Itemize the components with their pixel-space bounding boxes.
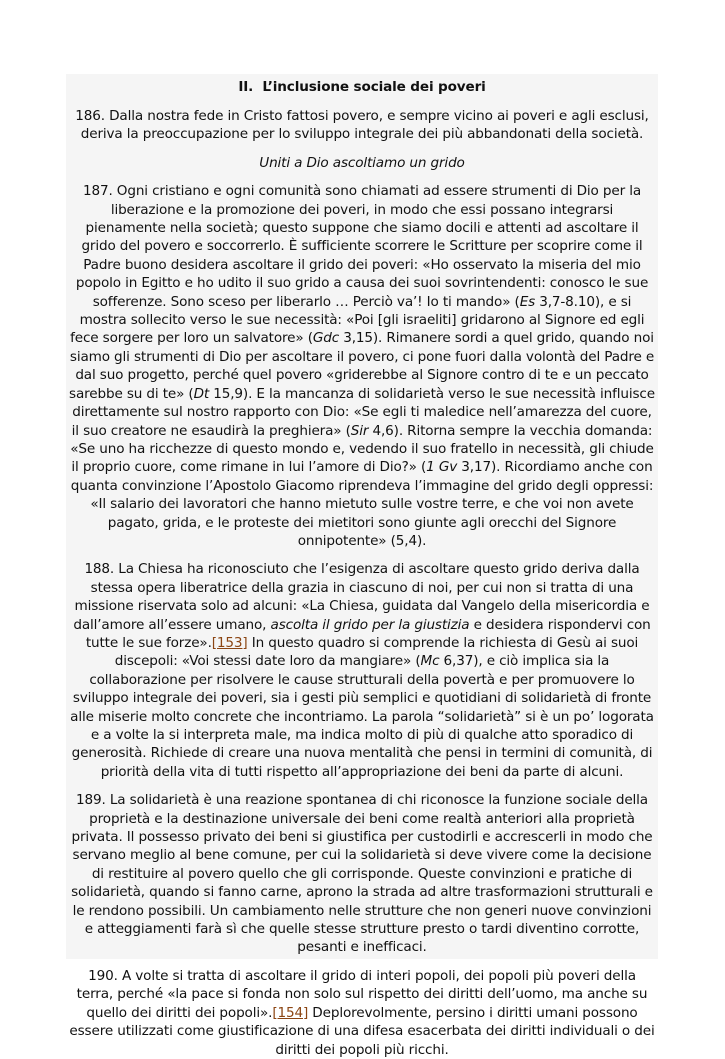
text-run: 4,6). Ritorna sempre la vecchia domanda: «Se uno ha ricchezze di questo mondo e, vedendo il suo fratello in necessità, gli chiude il proprio cuore, come rimane in lui l’amore di Dio?» ( [70,422,654,476]
text-run: 190. A volte si tratta di ascoltare il grido di interi popoli, dei popoli più poveri della terra, perché «la pace si fonda non solo sul rispetto dei diritti dell’uomo, ma anche su quello dei diritti dei popoli». [76,967,648,1021]
scripture-ref: Gdc [312,330,340,347]
scripture-ref: Sir [350,422,369,439]
scripture-ref: Mc [420,653,440,670]
text-run: e desidera rispondervi con tutte le sue forze». [85,616,651,651]
document-content [66,74,658,1059]
footnote-link-154[interactable]: [154] [272,1004,309,1021]
text-run: 187. Ogni cristiano e ogni comunità sono chiamati ad essere strumenti di Dio per la liberazione e la promozione dei poveri, in modo che essi possano integrarsi pienamente nella società; questo suppone che siamo docili e attenti ad ascoltare il grido del povero e soccorrerlo. È sufficiente scorrere le Scritture per scoprire come il Padre buono desidera ascoltare il grido dei poveri: «Ho osservato la miseria del mio popolo in Egitto e ho udito il suo grido a causa dei suoi sovrintendenti: conosco le sue sofferenze. Sono sceso per liberarlo … Perciò va’! Io ti mando» ( [75,183,649,310]
text-run: Deplorevolmente, persino i diritti umani possono essere utilizzati come giustificazione di una difesa esacerbata dei diritti individuali o dei diritti dei popoli più ricchi. [69,1004,655,1058]
emphasis: ascolta il grido per la giustizia [270,616,470,633]
section-number: II. [238,79,254,95]
subheading: Uniti a Dio ascoltiamo un grido [259,154,465,171]
text-run: 3,15). Rimanere sordi a quel grido, quando noi siamo gli strumenti di Dio per ascoltare il povero, ci pone fuori dalla volontà del Padre e dal suo progetto, perché quel povero «griderebbe al Signore contro di te e un peccato sarebbe su di te» ( [69,330,655,402]
paragraph-190 [69,967,655,1059]
text-run: 3,17). Ricordiamo anche con quanta convinzione l’Apostolo Giacomo riprendeva l’immagine del grido degli oppressi: «Il salario dei lavoratori che hanno mietuto sulle vostre terre, e che voi non avete pagato, grida, e le proteste dei mietitori sono giunte agli orecchi del Signore onnipotente» (5,4). [70,459,654,549]
text-run: 3,7-8.10), e si mostra sollecito verso le sue necessità: «Poi [gli israeliti] gridarono al Signore ed egli fece sorgere per loro un salvatore» ( [70,293,645,347]
scripture-ref: 1 Gv [426,459,458,476]
paragraph-188 [69,560,655,781]
text-run: 6,37), e ciò implica sia la collaborazione per risolvere le cause strutturali della povertà e per promuovere lo sviluppo integrale dei poveri, sia i gesti più semplici e quotidiani di solidarietà di fronte alle miserie molto concrete che incontriamo. La parola “solidarietà” si è un po’ logorata e a volte la si interpreta male, ma indica molto di più di qualche atto sporadico di generosità. Richiede di creare una nuova mentalità che pensi in termini di comunità, di priorità della vita di tutti rispetto all’appropriazione dei beni da parte di alcuni. [70,653,654,780]
footnote-link-153[interactable]: [153] [211,634,248,651]
paragraph-189: 189. La solidarietà è una reazione spontanea di chi riconosce la funzione sociale della proprietà e la destinazione universale dei beni come realtà anteriori alla proprietà privata. Il possesso privato dei beni si giustifica per custodirli e accrescerli in modo che servano meglio al bene comune, per cui la solidarietà si deve vivere come la decisione di restituire al povero quello che gli corrisponde. Queste convinzioni e pratiche di solidarietà, quando si fanno carne, aprono la strada ad altre trasformazioni strutturali e le rendono possibili. Un cambiamento nelle strutture che non generi nuove convinzioni e atteggiamenti farà sì che quelle stesse strutture presto o tardi diventino corrotte, pesanti e inefficaci. [71,792,653,956]
text-run: In questo quadro si comprende la richiesta di Gesù ai suoi discepoli: «Voi stessi date loro da mangiare» ( [114,634,639,670]
scripture-ref: Dt [193,385,210,402]
text-run: 188. La Chiesa ha riconosciuto che l’esigenza di ascoltare questo grido deriva dalla stessa opera liberatrice della grazia in ciascuno di noi, per cui non si tratta di una missione riservata solo ad alcuni: «La Chiesa, guidata dal Vangelo della misericordia e dall’amore all’essere umano, [73,561,650,633]
section-title: L’inclusione sociale dei poveri [262,79,486,95]
text-run: 15,9). E la mancanza di solidarietà verso le sue necessità influisce direttamente sul nostro rapporto con Dio: «Se egli ti maledice nell’amarezza del cuore, il suo creatore ne esaudirà la preghiera» ( [71,385,655,439]
paragraph-186: 186. Dalla nostra fede in Cristo fattosi povero, e sempre vicino ai poveri e agli esclusi, deriva la preoccupazione per lo sviluppo integrale dei più abbandonati della società. [75,108,649,143]
paragraph-187 [69,182,655,550]
section-heading [69,78,655,96]
scripture-ref: Es [519,293,536,310]
document-page [66,74,658,1058]
